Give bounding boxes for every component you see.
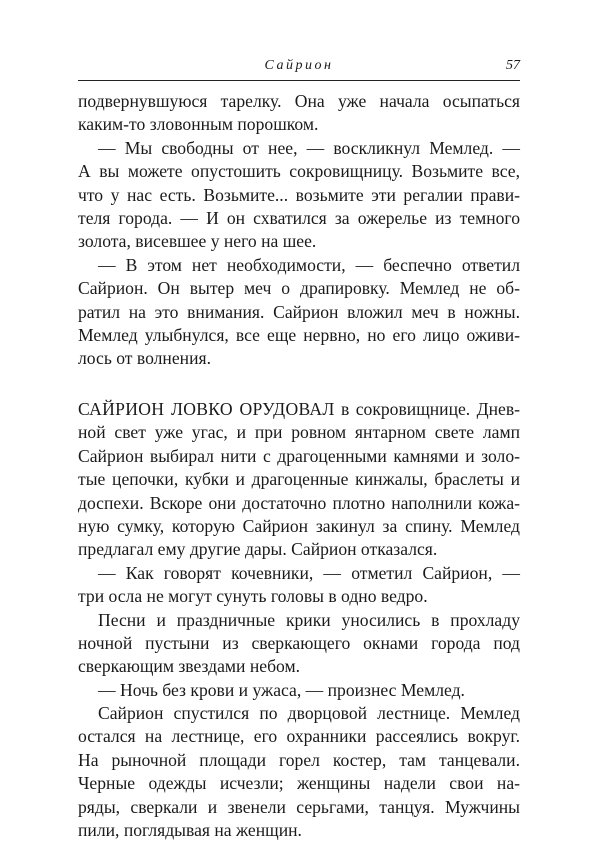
text-line: ную сумку, которую Сайрион закинул за спину. Мемлед: [78, 515, 520, 536]
text-line: Мемлед улыбнулся, все еще нервно, но его лицо оживи-: [78, 324, 520, 345]
text-line: Песни и праздничные крики уносились в прохладу: [98, 609, 520, 630]
text-block-2: [78, 398, 520, 842]
text-line: А вы можете опустошить сокровищницу. Возьмите все,: [78, 161, 520, 182]
text-line: каким-то зловонным порошком.: [78, 114, 319, 135]
text-line: ночной пустыни из сверкающего окнами города под: [78, 632, 520, 653]
text-block-1: [78, 90, 520, 371]
text-line: ряды, сверкали и звенели серьгами, танцуя. Мужчины: [78, 796, 520, 817]
text-line: пили, поглядывая на женщин.: [78, 820, 302, 841]
page-number: 57: [506, 58, 520, 73]
text-line: лось от волнения.: [78, 348, 211, 369]
opening-small-caps: САЙРИОН ЛОВКО ОРУДОВАЛ: [78, 399, 335, 419]
text-line: Черные одежды исчезли; женщины надели свои на-: [78, 773, 520, 794]
text-line: ной свет уже угас, и при ровном янтарном свете ламп: [78, 422, 520, 443]
text-line: предлагал ему другие дары. Сайрион отказался.: [78, 539, 438, 560]
text-line-opening: [78, 398, 520, 421]
text-line: — В этом нет необходимости, — беспечно ответил: [98, 254, 520, 275]
text-line: подвернувшуюся тарелку. Она уже начала осыпаться: [78, 91, 520, 111]
header-rule: [78, 80, 520, 81]
text-line: сверкающим звездами небом.: [78, 656, 301, 677]
text-line: На рыночной площади горел костер, там танцевали.: [78, 749, 520, 770]
text-line: — Мы свободны от нее, — воскликнул Мемлед. —: [98, 137, 520, 158]
text-line: Сайрион. Он вытер меч о драпировку. Мемлед не об-: [78, 278, 520, 299]
opening-rest: в сокровищнице. Днев-: [334, 399, 520, 419]
running-title: Сайрион: [264, 58, 334, 73]
text-line: ратил на это внимания. Сайрион вложил меч в ножны.: [78, 301, 520, 322]
running-header: [78, 58, 520, 78]
text-line: Сайрион выбирал нити с драгоценными камнями и золо-: [78, 445, 520, 466]
text-line: что у нас есть. Возьмите... возьмите эти регалии прави-: [78, 184, 520, 205]
text-line: — Как говорят кочевники, — отметил Сайрион, —: [98, 562, 520, 583]
text-line: теля города. — И он схватился за ожерелье из темного: [78, 207, 520, 228]
text-line: тые цепочки, кубки и драгоценные кинжалы, браслеты и: [78, 469, 520, 490]
text-line: — Ночь без крови и ужаса, — произнес Мемлед.: [98, 679, 465, 700]
text-line: три осла не могут сунуть головы в одно ведро.: [78, 586, 428, 607]
text-line: доспехи. Вскоре они достаточно плотно наполнили кожа-: [78, 492, 520, 513]
text-line: золота, висевшее у него на шее.: [78, 231, 317, 252]
text-line: Сайрион спустился по дворцовой лестнице. Мемлед: [98, 703, 520, 724]
text-line: остался на лестнице, его охранники рассеялись вокруг.: [78, 726, 520, 747]
